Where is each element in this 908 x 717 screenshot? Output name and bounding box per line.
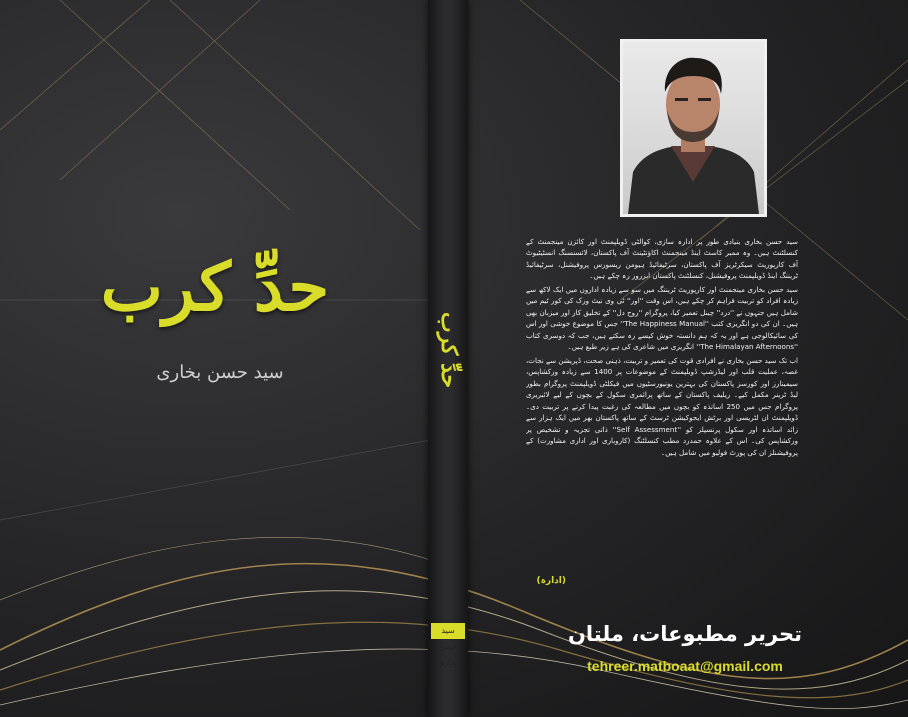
spine-title: حدِّ کرب bbox=[436, 311, 462, 389]
publisher-email: tehreer.matboaat@gmail.com bbox=[587, 658, 783, 674]
front-title: حدِّ کرب bbox=[100, 248, 330, 326]
bio-paragraph: سید حسن بخاری مینجمنٹ اور کارپوریٹ ٹریننگ میں سو سے زیادہ اداروں میں ایک لاکھ سے زیادہ افراد کو تربیت فراہم کر چکے ہیں، اس وقت ''اور'' ٹی وی نیٹ ورک کی کور ٹیم میں شامل ہیں جنہوں نے ''درد'' چینل تعمیر کیا، پروگرام ''روح دل'' کے تخلیق کار اور میزبان بھی ہیں۔ ان کی دو انگریزی کتب ''The Happiness Manual'' جس کا موضوع خوشی اور اس کی سائیکالوجی ہے اور یہ کہ ہم دانستہ خوش کیسے رہ سکتے ہیں، جب کہ دوسری کتاب ''The Himalayan Afternoons'' انگریزی میں شاعری کی ہے زیر طبع ہیں۔ bbox=[526, 284, 798, 352]
author-photo bbox=[620, 39, 767, 217]
bio-paragraph: اب تک سید حسن بخاری نے افرادی قوت کی تعمیر و تربیت، ذہنی صحت، ڈپریشن سے نجات، غصہ، عملیت قلب اور لیڈرشپ ڈویلپمنٹ کے موضوعات پر 1400 سے زیادہ ورکشاپس، سیمینارز اور کورسز پاکستان کی بہترین یونیورسٹیوں میں فیکلٹی ڈویلپمنٹ پروگرام بطور لیڈ ٹرینر مکمل کیے۔ ریلیف پاکستان کے ساتھ پرائمری سکول کے بچوں کے لیے لائبریری پروگرام جس میں 250 اساتذہ کو بچوں میں مطالعہ کی رغبت پیدا کرنے پر تربیت دی۔ ڈویلپمنٹ ان لٹریسی اور برٹش ایجوکیشن ٹرسٹ کے ساتھ پاکستان بھر میں ایک ہزار سے زائد اساتذہ اور سکول پرنسپلز کو ''Self Assessment'' ذاتی تجزیہ و تشخیص پر ورکشاپس کی۔ اس کے علاوہ حمدرد مطب کنسلٹنگ (کاروباری اور اداری مشاورت) کے پروفیشنلز ان کی پورٹ فولیو میں شامل ہیں۔ bbox=[526, 355, 798, 457]
front-author: سید حسن بخاری bbox=[156, 362, 284, 383]
author-portrait-image bbox=[623, 42, 764, 214]
publisher-name: تحریر مطبوعات، ملتان bbox=[567, 622, 803, 646]
author-bio bbox=[526, 236, 798, 578]
bio-signature: (ادارہ) bbox=[536, 576, 566, 586]
spine-author: سید حسن بخاری bbox=[431, 623, 465, 639]
bio-paragraph: سید حسن بخاری بنیادی طور پر ادارہ سازی، کوالٹی ڈویلپمنٹ اور کائزن مینجمنٹ کے کنسلٹنٹ ہیں۔ وہ ممبر کاسٹ اینڈ مینجمنٹ اکاؤنٹینٹ آف پاکستان، لائسنسنگ انسٹیٹیوٹ آف کارپوریٹ سیکرٹریز آف پاکستان، سرٹیفائیڈ ہیومن ریسورس پروفیشنل، سرٹیفائیڈ ٹریننگ اینڈ ڈویلپمنٹ پروفیشنل، کنسلٹنٹ پاکستان ابزرور رہ چکے ہیں۔ bbox=[526, 237, 798, 281]
